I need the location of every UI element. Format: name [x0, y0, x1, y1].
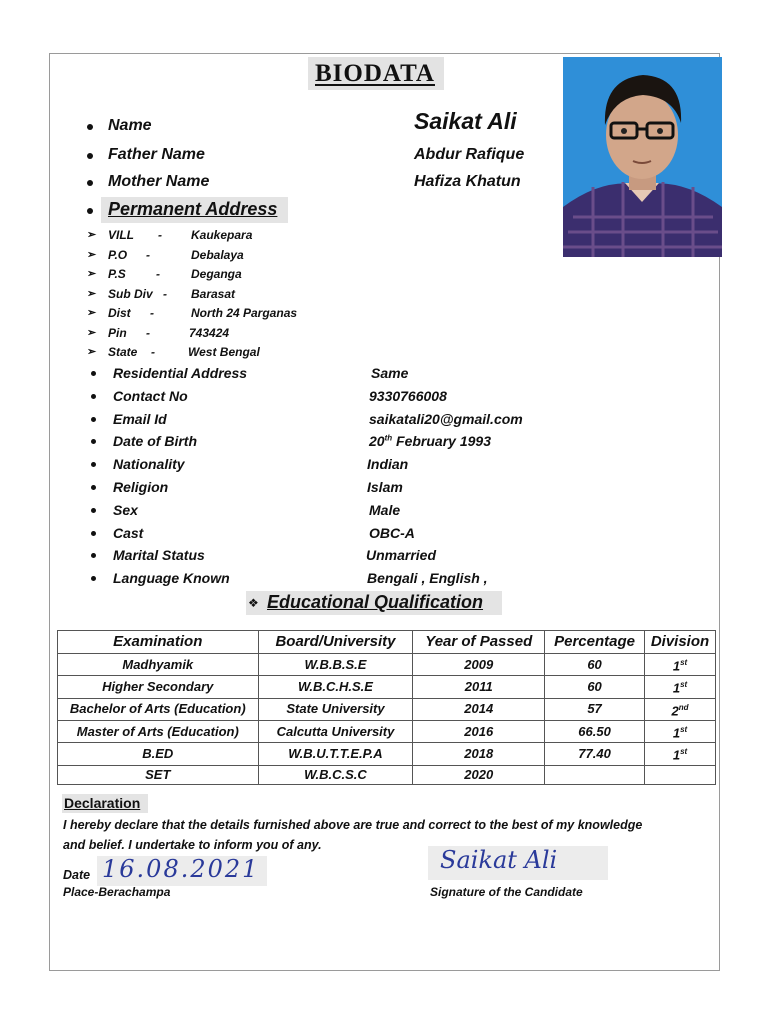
education-heading: Educational Qualification — [267, 592, 484, 612]
address-label: P.S — [108, 267, 126, 281]
personal-label: Name — [108, 117, 152, 134]
address-value: Kaukepara — [191, 228, 253, 242]
detail-label: Language Known — [113, 570, 230, 587]
detail-value — [367, 570, 488, 586]
detail-value-text: OBC-A — [369, 524, 415, 541]
table-header-row — [58, 631, 716, 654]
table-row — [58, 654, 716, 676]
declaration-heading: Declaration — [64, 795, 141, 811]
address-separator: - — [146, 247, 150, 262]
arrow-bullet-icon: ➢ — [87, 268, 97, 280]
detail-value-text: 20 — [369, 433, 385, 450]
bullet-icon — [91, 508, 96, 513]
cell-year: 2016 — [413, 720, 545, 742]
detail-label: Marital Status — [113, 547, 205, 564]
arrow-bullet-icon: ➢ — [87, 287, 97, 300]
address-separator: - — [150, 306, 154, 320]
cell-board: W.B.U.T.T.E.P.A — [258, 743, 413, 765]
address-label: P.O — [108, 247, 128, 262]
signature-caption: Signature of the Candidate — [430, 885, 583, 899]
table-row — [58, 765, 716, 784]
detail-value-text: Bengali , English , — [367, 570, 488, 587]
personal-value: Hafiza Khatun — [414, 173, 521, 190]
detail-value — [369, 388, 447, 404]
detail-label: Religion — [113, 479, 169, 495]
personal-value: Abdur Rafique — [414, 146, 525, 163]
detail-value — [369, 525, 415, 541]
bullet-icon — [91, 371, 96, 376]
place: Place-Berachampa — [63, 885, 171, 899]
address-value: North 24 Parganas — [191, 306, 298, 320]
header-board: Board/University — [258, 631, 413, 654]
division-sup: st — [680, 747, 688, 757]
cell-pct: 66.50 — [545, 720, 645, 742]
address-label: State — [108, 345, 138, 359]
detail-value — [369, 411, 523, 427]
division-sup: st — [680, 658, 688, 667]
division-value: 1 — [672, 680, 681, 696]
candidate-photo — [563, 57, 722, 257]
permanent-address-heading: Permanent Address — [108, 199, 278, 219]
arrow-bullet-icon: ➢ — [87, 229, 97, 241]
header-year: Year of Passed — [413, 631, 545, 654]
table-row — [58, 698, 716, 720]
cell-division — [645, 698, 716, 720]
cell-exam: Higher Secondary — [58, 676, 259, 698]
table-row — [58, 743, 716, 765]
cell-year: 2014 — [413, 698, 545, 720]
cell-board: W.B.C.S.C — [258, 765, 413, 784]
detail-value-text: Islam — [367, 479, 403, 495]
declaration-line-1: I hereby declare that the details furnished above are true and correct to the best of my knowledge — [63, 818, 643, 832]
division-sup: st — [680, 680, 688, 690]
cell-board: Calcutta University — [258, 720, 413, 742]
cell-pct: 77.40 — [545, 743, 645, 765]
address-label: Dist — [108, 306, 131, 320]
diamond-bullet-icon: ❖ — [248, 596, 259, 610]
address-label: Sub Div — [108, 286, 153, 301]
cell-year: 2009 — [413, 654, 545, 676]
date-label: Date — [63, 868, 91, 882]
address-value: Deganga — [191, 267, 242, 281]
address-separator: - — [156, 267, 160, 281]
detail-value-text: Male — [369, 501, 401, 518]
cell-pct: 57 — [545, 698, 645, 720]
bullet-icon — [91, 485, 96, 490]
arrow-bullet-icon: ➢ — [87, 346, 97, 358]
cell-board: W.B.B.S.E — [258, 654, 413, 676]
cell-year: 2011 — [413, 676, 545, 698]
address-label: VILL — [108, 228, 134, 242]
address-value: Barasat — [191, 286, 236, 301]
cell-exam: Master of Arts (Education) — [58, 720, 259, 742]
cell-board: State University — [258, 698, 413, 720]
bullet-icon — [87, 153, 93, 159]
cell-division — [645, 765, 716, 784]
detail-value-text: 9330766008 — [369, 387, 447, 404]
detail-label: Email Id — [113, 410, 167, 427]
detail-value-text: Indian — [367, 456, 409, 473]
handwritten-date: 16.08.2021 — [102, 855, 260, 883]
bullet-icon — [87, 180, 93, 186]
address-separator: - — [158, 228, 162, 242]
personal-label: Father Name — [108, 146, 205, 163]
bullet-icon — [87, 124, 93, 130]
detail-label: Cast — [113, 524, 144, 541]
bullet-icon — [87, 208, 93, 214]
division-sup: nd — [678, 702, 689, 712]
table-row — [58, 720, 716, 742]
cell-pct: 60 — [545, 676, 645, 698]
declaration-line-2: and belief. I undertake to inform you of any. — [63, 838, 322, 852]
header-division: Division — [645, 631, 716, 654]
header-examination: Examination — [58, 631, 259, 654]
address-separator: - — [151, 345, 155, 359]
address-separator: - — [163, 286, 167, 301]
cell-pct — [545, 765, 645, 784]
detail-value — [367, 479, 403, 495]
address-value: West Bengal — [188, 345, 260, 359]
cell-division — [645, 743, 716, 765]
cell-pct: 60 — [545, 654, 645, 676]
header-percentage: Percentage — [545, 631, 645, 654]
signature: Saikat Ali — [440, 846, 558, 874]
bullet-icon — [91, 417, 96, 422]
page-title: BIODATA — [315, 60, 435, 87]
cell-division — [645, 654, 716, 676]
detail-label: Date of Birth — [113, 433, 197, 450]
division-value: 1 — [672, 725, 681, 741]
detail-value — [369, 433, 491, 449]
arrow-bullet-icon: ➢ — [87, 248, 97, 261]
address-value: 743424 — [189, 325, 230, 340]
table-row — [58, 676, 716, 698]
cell-division — [645, 676, 716, 698]
division-value: 1 — [672, 747, 681, 763]
detail-label: Nationality — [113, 456, 185, 473]
cell-division — [645, 720, 716, 742]
personal-value: Saikat Ali — [414, 108, 517, 134]
detail-value-text: Same — [371, 365, 409, 381]
detail-value-rest: February 1993 — [392, 433, 491, 450]
address-separator: - — [146, 325, 150, 340]
address-label: Pin — [108, 325, 127, 340]
detail-value — [367, 456, 408, 472]
address-value: Debalaya — [191, 247, 244, 262]
cell-exam: Madhyamik — [58, 654, 259, 676]
detail-label: Residential Address — [113, 365, 248, 381]
education-table — [57, 630, 716, 785]
bullet-icon — [91, 394, 96, 399]
personal-label: Mother Name — [108, 173, 210, 190]
cell-board: W.B.C.H.S.E — [258, 676, 413, 698]
division-sup: st — [680, 724, 688, 734]
arrow-bullet-icon: ➢ — [87, 307, 97, 319]
cell-exam: Bachelor of Arts (Education) — [58, 698, 259, 720]
detail-value — [366, 547, 436, 563]
arrow-bullet-icon: ➢ — [87, 326, 97, 339]
cell-exam: SET — [58, 765, 259, 784]
detail-label: Contact No — [113, 387, 188, 404]
cell-exam: B.ED — [58, 743, 259, 765]
detail-value — [371, 365, 408, 381]
division-value: 1 — [672, 658, 681, 674]
detail-value — [369, 502, 400, 518]
detail-label: Sex — [113, 501, 138, 518]
division-value: 2 — [671, 702, 679, 718]
detail-value-text: saikatali20@gmail.com — [369, 410, 523, 427]
bullet-icon — [91, 531, 96, 536]
detail-value-sup: th — [384, 433, 393, 443]
cell-year: 2020 — [413, 765, 545, 784]
detail-value-text: Unmarried — [366, 547, 437, 564]
cell-year: 2018 — [413, 743, 545, 765]
